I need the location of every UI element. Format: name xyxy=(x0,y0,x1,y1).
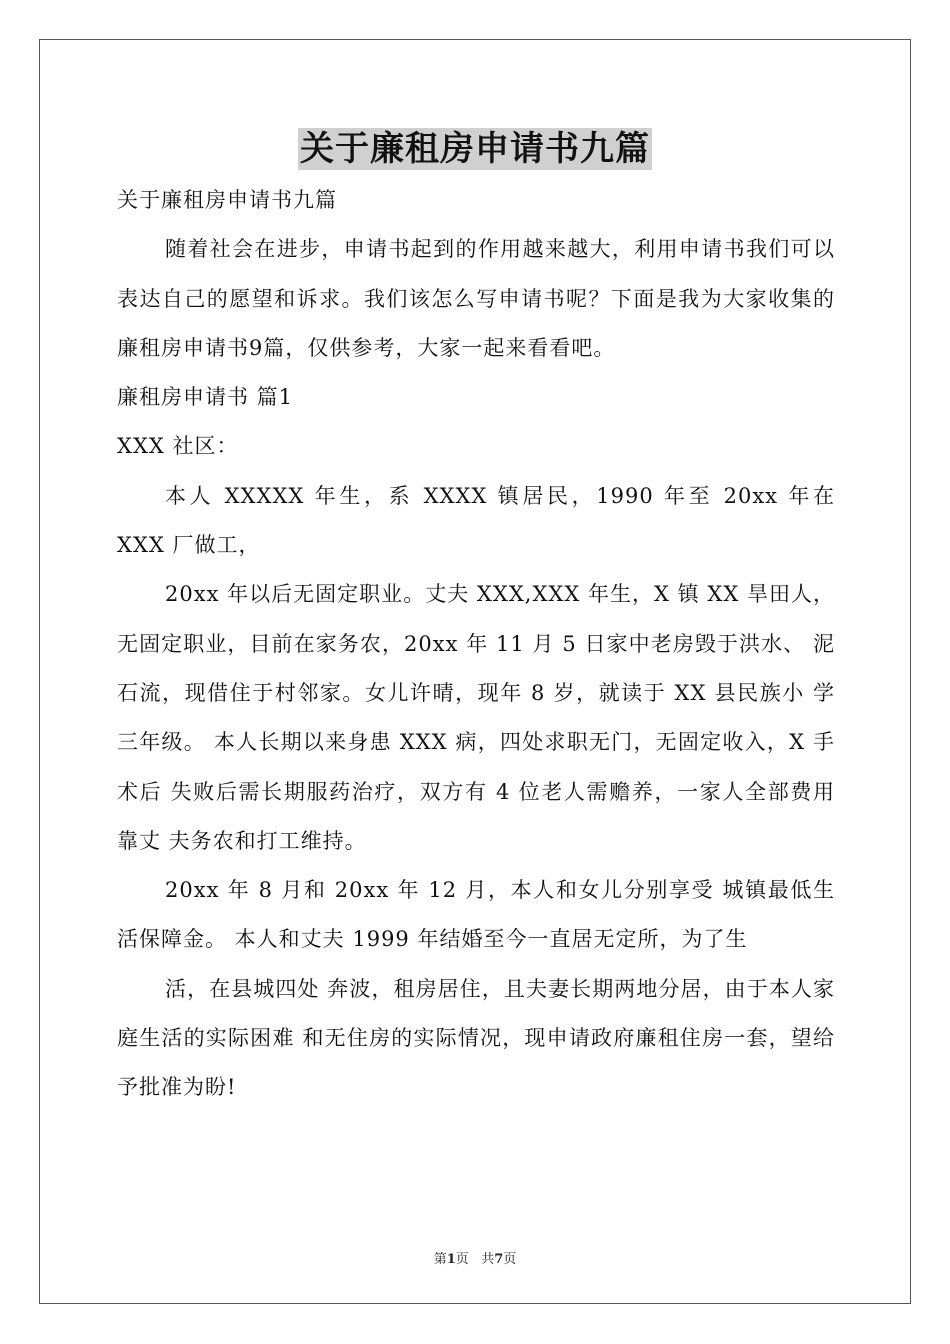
total-pages: 7 xyxy=(494,1252,504,1267)
page-footer xyxy=(0,1248,950,1267)
total-prefix: 共 xyxy=(481,1252,495,1267)
page-number: 1 xyxy=(446,1252,456,1267)
paragraph-7: 活，在县城四处 奔波，租房居住，且夫妻长期两地分居，由于本人家庭生活的实际困难 和无住房的实际情况，现申请政府廉租住房一套，望给予批准为盼! xyxy=(117,976,835,1100)
paragraph-3: XXX 社区： xyxy=(117,434,239,459)
page-label-suffix: 页 xyxy=(455,1252,469,1267)
document-body xyxy=(117,176,835,1113)
title-container xyxy=(0,128,950,170)
paragraph-2: 廉租房申请书 篇1 xyxy=(117,385,294,410)
paragraph-4: 本人 XXXXX 年生，系 XXXX 镇居民，1990 年至 20xx 年在 XXX 厂做工， xyxy=(117,483,835,558)
total-suffix: 页 xyxy=(503,1252,517,1267)
paragraph-1: 随着社会在进步，申请书起到的作用越来越大，利用申请书我们可以表达自己的愿望和诉求。我们该怎么写申请书呢？下面是我为大家收集的廉租房申请书9篇，仅供参考，大家一起来看看吧。 xyxy=(117,237,835,360)
document-title: 关于廉租房申请书九篇 xyxy=(300,129,650,169)
paragraph-6: 20xx 年 8 月和 20xx 年 12 月，本人和女儿分别享受 城镇最低生活保障金。 本人和丈夫 1999 年结婚至今一直居无定所，为了生 xyxy=(117,878,835,952)
page-label-prefix: 第 xyxy=(433,1252,447,1267)
paragraph-5: 20xx 年以后无固定职业。丈夫 XXX,XXX 年生，X 镇 XX 旱田人，无固定职业，目前在家务农，20xx 年 11 月 5 日家中老房毁于洪水、 泥石流，现借住于村邻家。女儿许晴，现年 8 岁，就读于 XX 县民族小 学三年级。 本人长期以来身患 XXX 病，四处求职无门，无固定收入，X 手术后 失败后需长期服药治疗，双方有 4 位老人需赡养，一家人全部费用靠丈 夫务农和打工维持。 xyxy=(117,582,835,853)
paragraph-0: 关于廉租房申请书九篇 xyxy=(117,188,337,212)
